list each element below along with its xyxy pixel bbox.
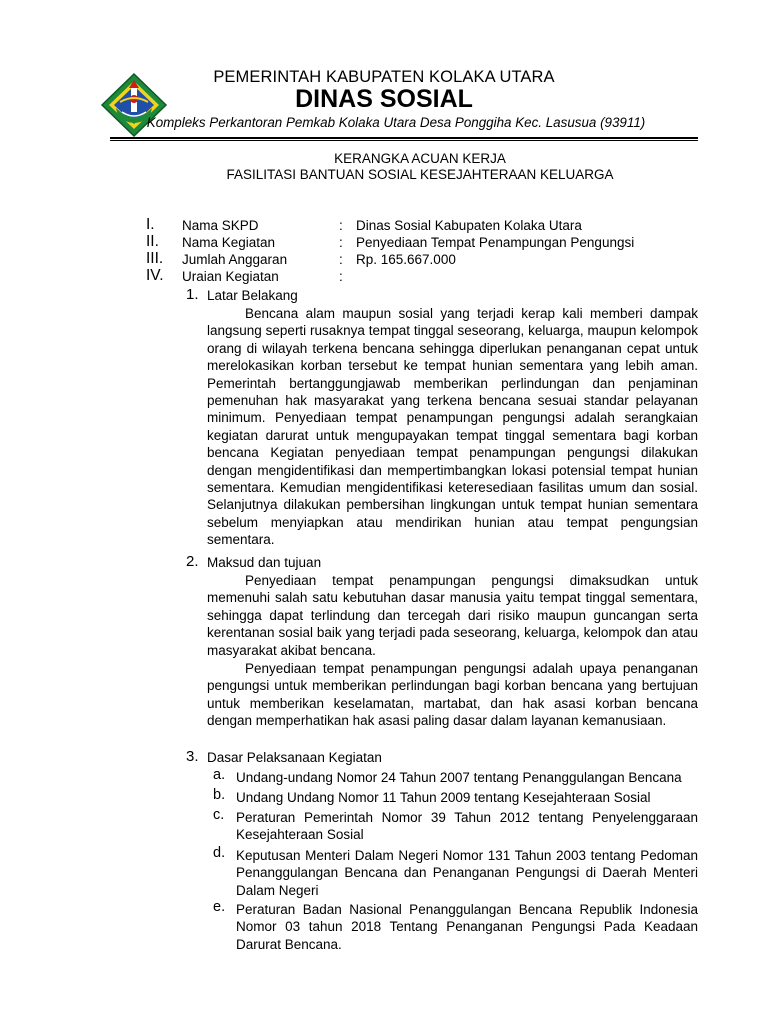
legal-basis-letter: b. bbox=[213, 787, 226, 803]
identity-numeral: I. bbox=[146, 216, 155, 233]
identity-colon: : bbox=[339, 252, 343, 267]
section-title: Dasar Pelaksanaan Kegiatan bbox=[207, 750, 382, 765]
identity-label: Nama Kegiatan bbox=[182, 235, 276, 250]
identity-row bbox=[0, 235, 768, 252]
identity-label: Uraian Kegiatan bbox=[182, 269, 279, 284]
legal-basis-letter: a. bbox=[213, 767, 226, 783]
legal-basis-letter: c. bbox=[213, 807, 225, 823]
letterhead-divider-thick bbox=[110, 137, 698, 139]
identity-row bbox=[0, 252, 768, 269]
section-number: 1. bbox=[186, 286, 199, 303]
letterhead-divider-thin bbox=[110, 140, 698, 141]
legal-basis-letter: e. bbox=[213, 899, 226, 915]
identity-label: Nama SKPD bbox=[182, 218, 259, 233]
identity-colon: : bbox=[339, 218, 343, 233]
identity-row bbox=[0, 218, 768, 235]
government-name: PEMERINTAH KABUPATEN KOLAKA UTARA bbox=[213, 68, 555, 86]
identity-row bbox=[0, 269, 768, 286]
legal-basis-item: Peraturan Badan Nasional Penanggulangan Bencana Republik Indonesia Nomor 03 tahun 2018 Tentang Penanganan Pengungsi Pada Keadaan Darurat Bencana. bbox=[236, 902, 698, 952]
legal-basis-letter: d. bbox=[213, 845, 226, 861]
section-number: 3. bbox=[186, 748, 199, 765]
document-title: KERANGKA ACUAN KERJA bbox=[334, 151, 506, 166]
background-paragraph: Bencana alam maupun sosial yang terjadi kerap kali memberi dampak langsung seperti rusaknya tempat tinggal seseorang, keluarga, maupun kelompok orang di wilayah terkena bencana sehingga diperlukan penanganan cepat untuk merelokasikan korban tersebut ke tempat hunian sementara yang lebih aman. Pemerintah bertanggungjawab memberikan perlindungan dan penjaminan pemenuhan hak masyarakat yang terkena bencana sesuai standar pelayanan minimum. Penyediaan tempat penampungan pengungsi adalah serangkaian kegiatan darurat untuk mengupayakan tempat tinggal sementara bagi korban bencana Kegiatan penyediaan tempat penampungan pengungsi dilakukan dengan mengidentifikasi dan mempertimbangkan lokasi potensial tempat hunian sementara. Kemudian mengidentifikasi keteresediaan fasilitas umum dan sosial. Selanjutnya dilakukan pembersihan lingkungan untuk tempat hunian sementara sebelum menyiapkan atau mendirikan hunian atau tempat pengungsian sementara. bbox=[207, 306, 698, 548]
objective-paragraph: Penyediaan tempat penampungan pengungsi adalah upaya penanganan pengungsi untuk memberikan perlindungan bagi korban bencana yang bertujuan untuk memberikan keselamatan, martabat, dan hak asasi korban bencana dengan memperhatikan hak asasi paling dasar dalam layanan kemanusiaan. bbox=[207, 661, 698, 729]
identity-value: Dinas Sosial Kabupaten Kolaka Utara bbox=[356, 218, 582, 233]
identity-label: Jumlah Anggaran bbox=[182, 252, 288, 267]
identity-numeral: III. bbox=[146, 250, 164, 267]
identity-value: Rp. 165.667.000 bbox=[356, 252, 456, 267]
section-title: Latar Belakang bbox=[207, 288, 298, 303]
identity-colon: : bbox=[339, 235, 343, 250]
legal-basis-item: Undang-undang Nomor 24 Tahun 2007 tentang Penanggulangan Bencana bbox=[236, 770, 682, 785]
identity-numeral: II. bbox=[146, 233, 159, 250]
identity-numeral: IV. bbox=[146, 267, 164, 284]
legal-basis-item: Undang Undang Nomor 11 Tahun 2009 tentang Kesejahteraan Sosial bbox=[236, 790, 651, 805]
identity-value: Penyediaan Tempat Penampungan Pengungsi bbox=[356, 235, 635, 250]
office-address: Kompleks Perkantoran Pemkab Kolaka Utara Desa Ponggiha Kec. Lasusua (93911) bbox=[146, 115, 646, 130]
legal-basis-item: Peraturan Pemerintah Nomor 39 Tahun 2012 tentang Penyelenggaraan Kesejahteraan Sosial bbox=[236, 810, 698, 843]
department-name: DINAS SOSIAL bbox=[295, 85, 473, 113]
purpose-paragraph: Penyediaan tempat penampungan pengungsi dimaksudkan untuk memenuhi salah satu kebutuhan dasar manusia yaitu tempat tinggal sementara, sehingga dapat terlindung dan tercegah dari risiko maupun guncangan serta kerentanan sosial baik yang terjadi pada seseorang, keluarga, kelompok dan atau masyarakat akibat bencana. bbox=[207, 573, 698, 658]
section-title: Maksud dan tujuan bbox=[207, 555, 322, 570]
section-number: 2. bbox=[186, 553, 199, 570]
document-subtitle: FASILITASI BANTUAN SOSIAL KESEJAHTERAAN KELUARGA bbox=[226, 167, 614, 182]
legal-basis-item: Keputusan Menteri Dalam Negeri Nomor 131 Tahun 2003 tentang Pedoman Penanggulangan Bencana dan Penanganan Pengungsi di Daerah Menteri Dalam Negeri bbox=[236, 848, 698, 898]
identity-colon: : bbox=[339, 269, 343, 284]
